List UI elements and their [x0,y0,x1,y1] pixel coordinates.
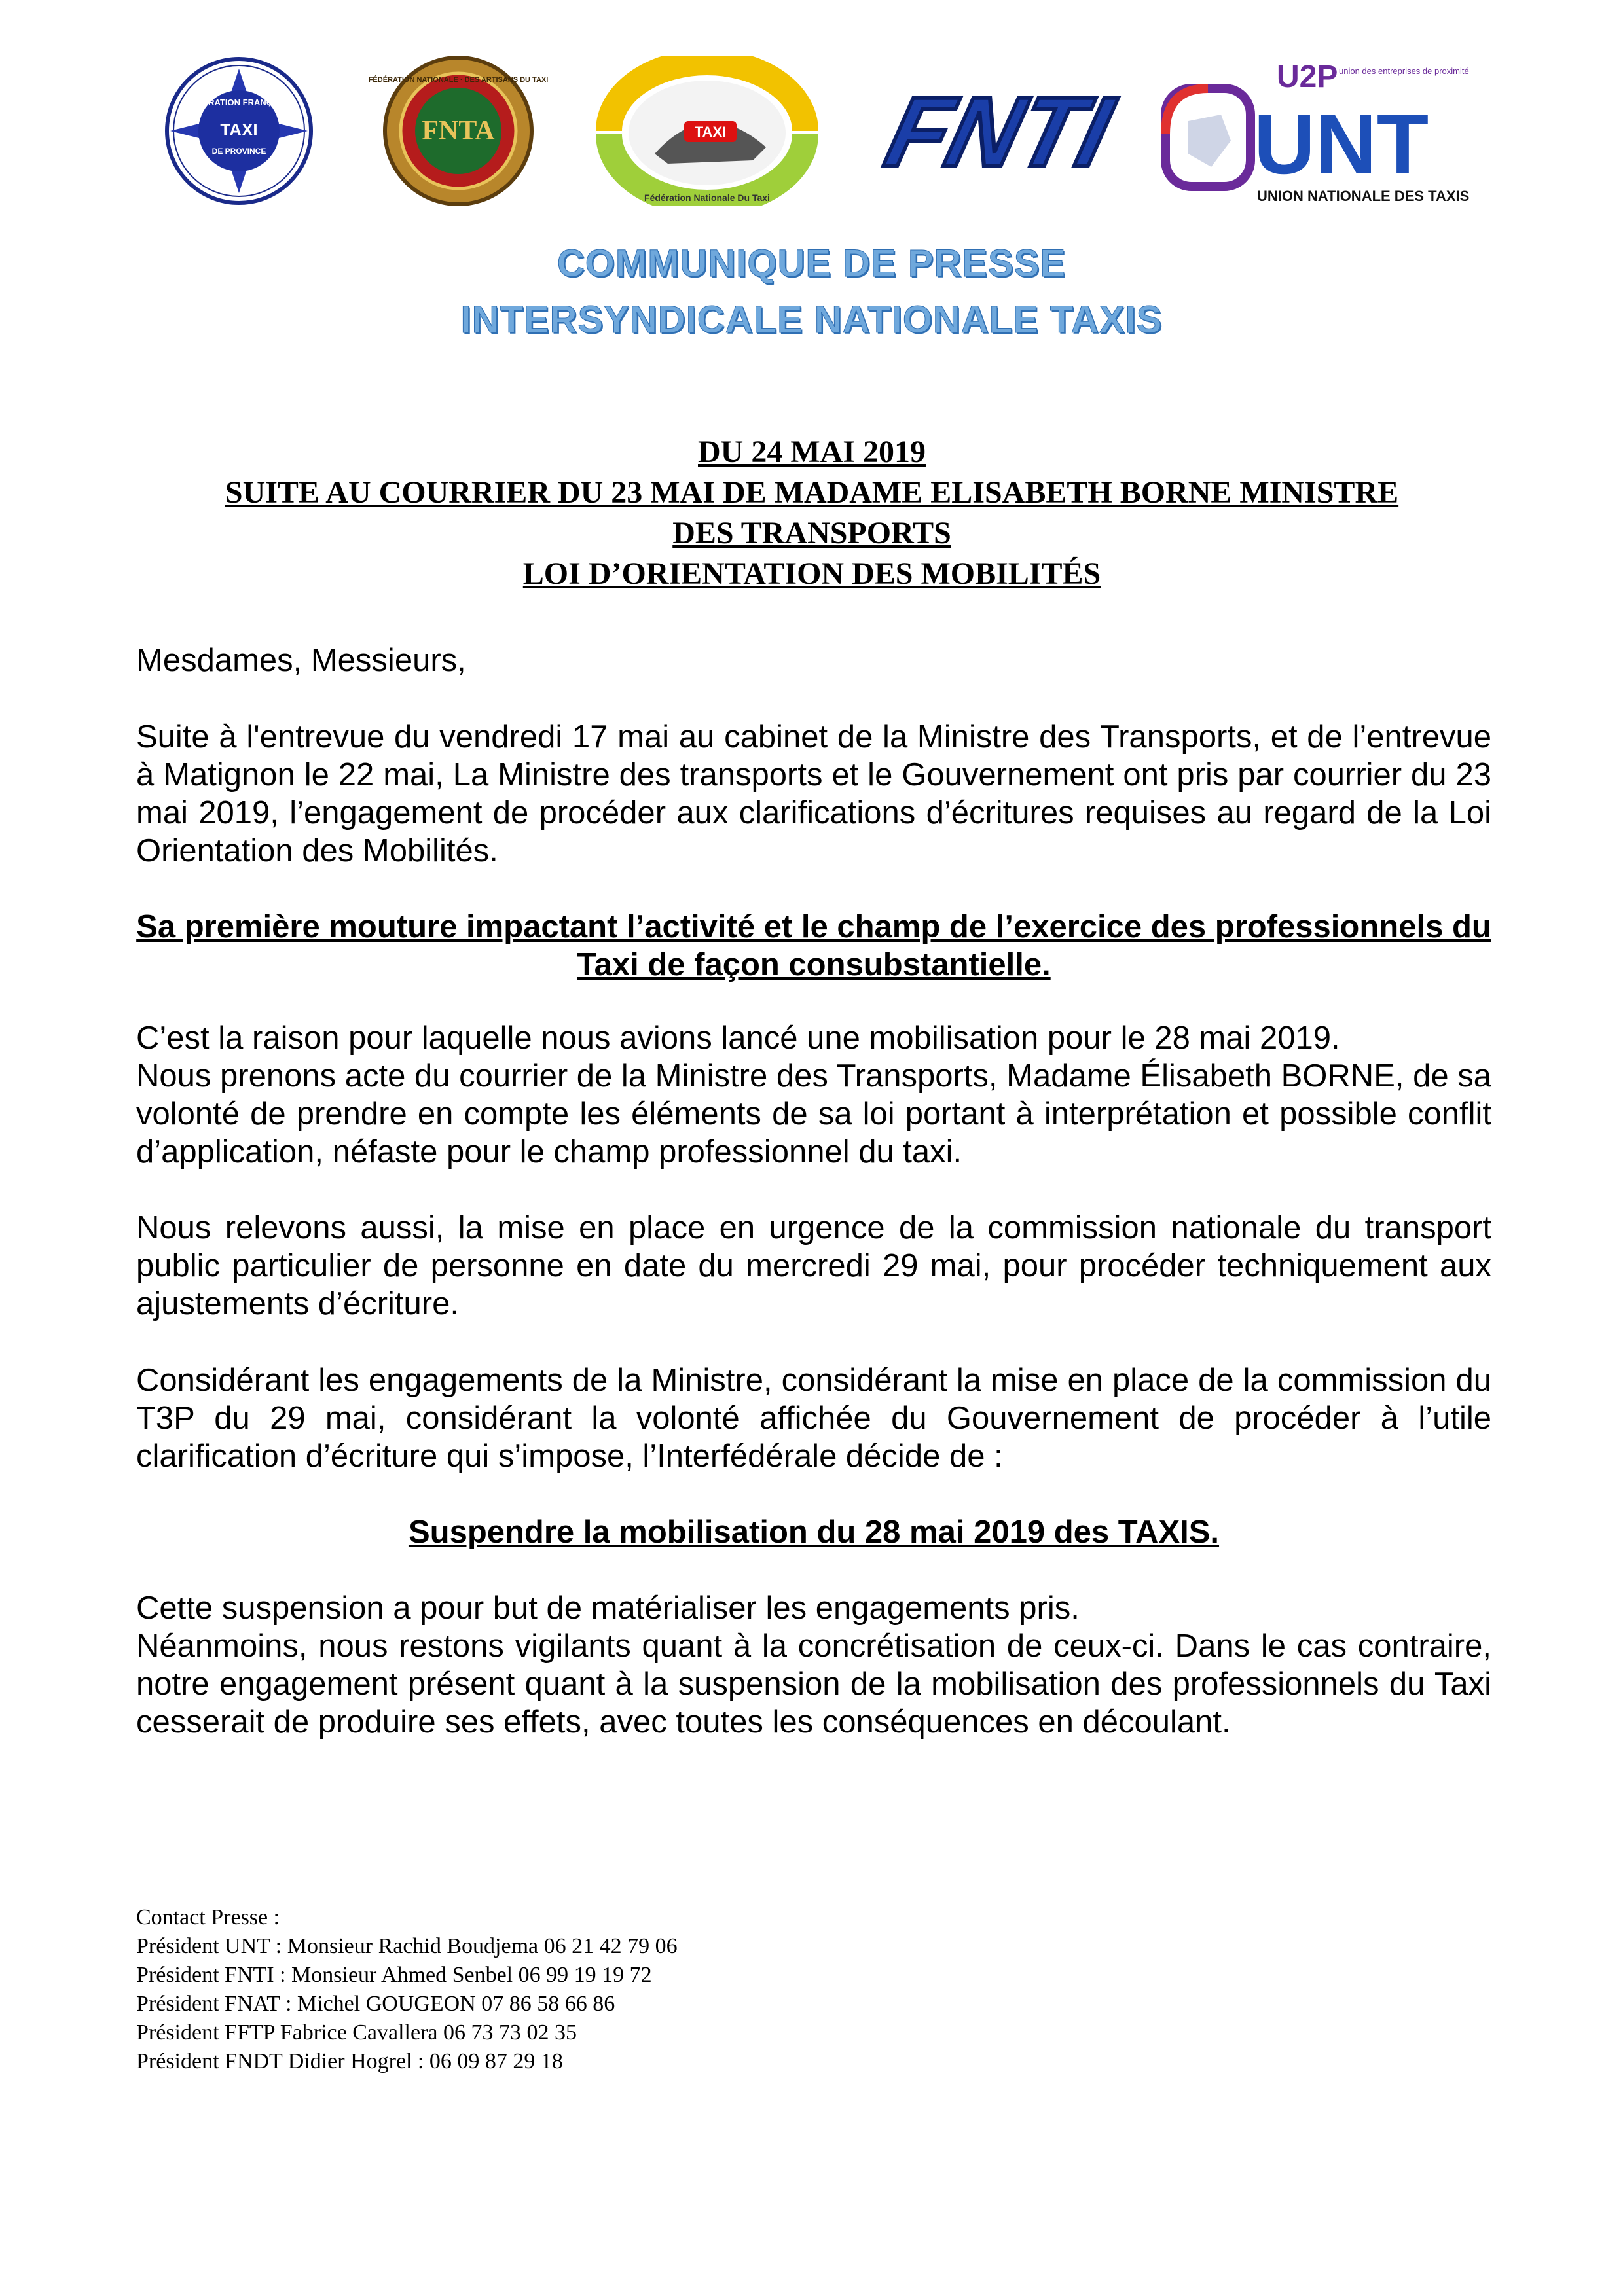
heading-line-2: INTERSYNDICALE NATIONALE TAXIS [460,298,1163,341]
fftp-bottom-text: DE PROVINCE [211,147,266,156]
fndt-center-text: TAXI [694,124,727,140]
paragraph-4: Considérant les engagements de la Ministre, considérant la mise en place de la commission du T3P du 29 mai, considérant la volonté affichée du Gouvernement de procéder à l’utile clarification d’écriture qui s’impose, l’Interfédérale décide de : [136,1363,1491,1474]
paragraph-5b: Néanmoins, nous restons vigilants quant à la concrétisation de ceux-ci. Dans le cas contraire, notre engagement présent quant à la suspension de la mobilisation des professionnels du Taxi cesserait de produire ses effets, avec toutes les conséquences en découlant. [136,1628,1491,1740]
contact-line: Président UNT : Monsieur Rachid Boudjema 06 21 42 79 06 [136,1934,678,1958]
fndt-logo [583,56,831,206]
logo-bar [137,56,1493,206]
press-contact [136,1903,678,2076]
subject-date: DU 24 MAI 2019 [698,435,926,469]
heading-line-1: COMMUNIQUE DE PRESSE [556,242,1067,285]
contact-line: Président FNTI : Monsieur Ahmed Senbel 06 99 19 19 72 [136,1963,652,1987]
u2p-side-text: union des entreprises de proximité [1339,66,1469,76]
greeting: Mesdames, Messieurs, [136,643,466,678]
paragraph-1: Suite à l'entrevue du vendredi 17 mai au cabinet de la Ministre des Transports, et de l’entrevue à Matignon le 22 mai, La Ministre des transports et le Gouvernement ont pris par courrier du 23 mai 2019, l’engagement de procéder aux clarifications d’écritures requises au regard de la Loi Orientation des Mobilités. [136,719,1491,869]
subject-block [131,432,1493,594]
subject-line-2: SUITE AU COURRIER DU 23 MAI DE MADAME ELISABETH BORNE MINISTRE [225,475,1399,510]
fftp-logo [137,56,340,206]
contact-line: Président FNAT : Michel GOUGEON 07 86 58 66 86 [136,1992,615,2016]
emphasis-paragraph-2: Suspendre la mobilisation du 28 mai 2019 des TAXIS. [408,1515,1220,1550]
subject-line-3: DES TRANSPORTS [672,516,951,550]
u2p-text: U2P [1277,60,1338,94]
emphasis-paragraph-1: Sa première mouture impactant l’activité et le champ de l’exercice des professionnels du Taxi de façon consubstantielle. [136,909,1491,982]
fnta-center-text: FNTA [422,116,495,146]
unt-main-text: UNT [1254,96,1429,192]
paragraph-2b: Nous prenons acte du courrier de la Ministre des Transports, Madame Élisabeth BORNE, de sa volonté de prendre en compte les éléments de sa loi portant à interprétation et possible conflit d’application, néfaste pour le champ professionnel du taxi. [136,1058,1491,1170]
fnti-text: FNTI [876,77,1122,187]
unt-logo [1159,56,1493,206]
contact-line: Président FNDT Didier Hogrel : 06 09 87 29 18 [136,2049,563,2073]
fnti-logo [851,56,1126,206]
paragraph-2 [136,1019,1491,1171]
paragraph-2a: C’est la raison pour laquelle nous avions lancé une mobilisation pour le 28 mai 2019. [136,1020,1340,1056]
contact-title: Contact Presse : [136,1905,280,1929]
fftp-center-text: TAXI [220,120,258,139]
press-release-heading [0,236,1623,348]
fnta-logo [360,56,556,206]
paragraph-3: Nous relevons aussi, la mise en place en urgence de la commission nationale du transport public particulier de personne en date du mercredi 29 mai, pour procéder techniquement aux ajustements d’écriture. [136,1210,1491,1321]
fndt-ring-text: Fédération Nationale Du Taxi [644,192,770,203]
subject-line-4: LOI D’ORIENTATION DES MOBILITÉS [522,556,1101,591]
unt-bottom-text: UNION NATIONALE DES TAXIS [1257,188,1470,204]
fnta-ring-text: FÉDÉRATION NATIONALE · DES ARTISANS DU TAXI [368,76,549,84]
fftp-top-text: FÉDÉRATION FRANÇAISE [185,98,293,107]
contact-line: Président FFTP Fabrice Cavallera 06 73 73 02 35 [136,2020,577,2045]
paragraph-5 [136,1589,1491,1741]
paragraph-5a: Cette suspension a pour but de matérialiser les engagements pris. [136,1590,1080,1626]
